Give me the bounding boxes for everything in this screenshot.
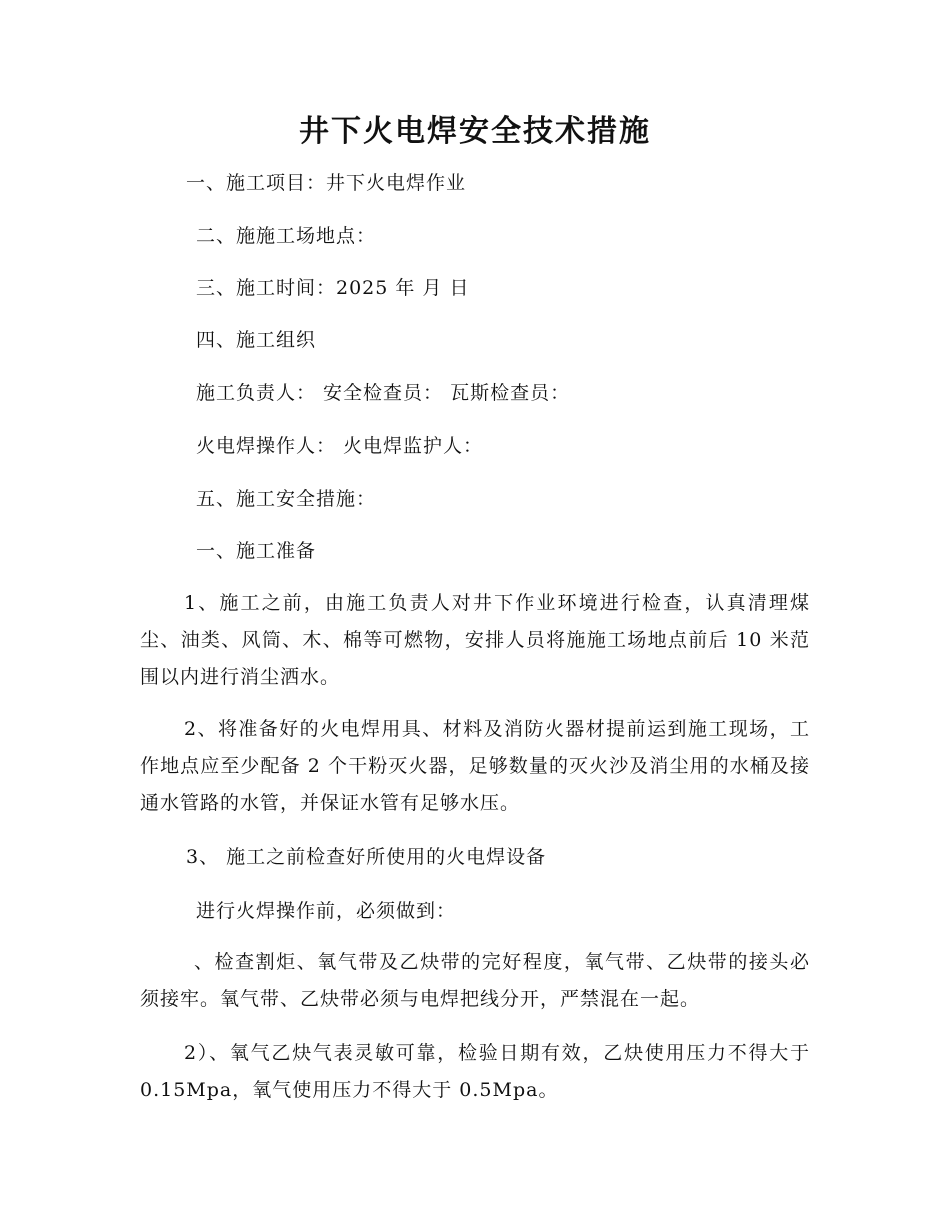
subsection-preparation: 一、施工准备: [196, 540, 317, 562]
paragraph-gauge-pressure: 2）、氧气乙炔气表灵敏可靠，检验日期有效，乙炔使用压力不得大于 0.15Mpa，氧气使用压力不得大于 0.5Mpa。: [140, 1042, 810, 1101]
paragraph-preparation-2: 2、将准备好的火电焊用具、材料及消防火器材提前运到施工现场，工作地点应至少配备 2 个干粉灭火器，足够数量的灭火沙及消尘用的水桶及接通水管路的水管，并保证水管有足够水压。: [140, 718, 810, 814]
item-safety-measures: 五、施工安全措施：: [196, 488, 377, 510]
organization-roles-line-1: 施工负责人： 安全检查员： 瓦斯检查员：: [196, 382, 571, 404]
item-construction-project: 一、施工项目：井下火电焊作业: [186, 172, 467, 194]
item-check-equipment: 3、 施工之前检查好所使用的火电焊设备: [186, 846, 547, 868]
item-construction-time: 三、施工时间：2025 年 月 日: [196, 277, 470, 299]
paragraph-check-torch: 、检查割炬、氧气带及乙炔带的完好程度，氧气带、乙炔带的接头必须接牢。氧气带、乙炔带必须与电焊把线分开，严禁混在一起。: [140, 951, 810, 1010]
item-construction-organization: 四、施工组织: [196, 329, 317, 351]
organization-roles-line-2: 火电焊操作人： 火电焊监护人：: [196, 435, 484, 457]
document-title: 井下火电焊安全技术措施: [299, 114, 651, 149]
item-construction-site: 二、施施工场地点：: [196, 225, 377, 247]
paragraph-preparation-1: 1、施工之前，由施工负责人对井下作业环境进行检查，认真清理煤尘、油类、风筒、木、棉等可燃物，安排人员将施施工场地点前后 10 米范围以内进行消尘洒水。: [140, 592, 810, 688]
preparation-requirements-line: 进行火焊操作前，必须做到：: [196, 900, 457, 922]
